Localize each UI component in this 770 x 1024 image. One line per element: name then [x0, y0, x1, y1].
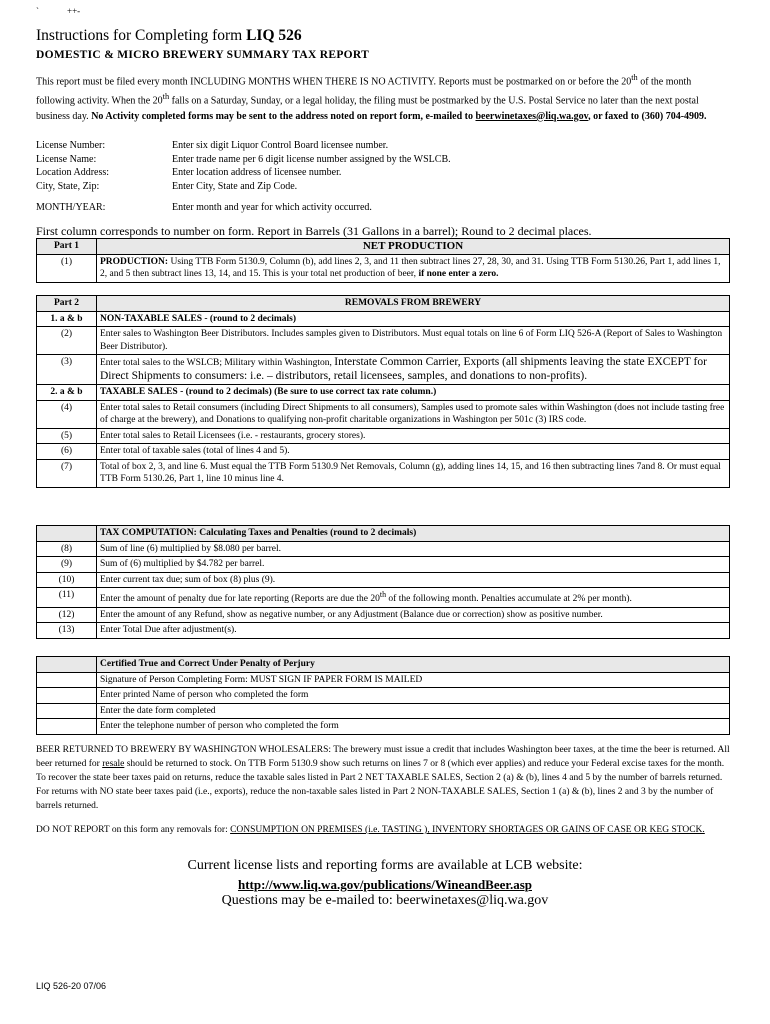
table-row: (4) Enter total sales to Retail consumers (including Direct Shipments to all consumers), Samples used to promote sales within Washington (does not include tasting free of charge at the brewery), and Donations to qualifying non-profit charitable organizations in Washington per 501c (3) IRS code.	[37, 400, 730, 428]
closing-line-1: Current license lists and reporting forms are available at LCB website:	[187, 858, 583, 873]
field-label: City, State, Zip:	[36, 180, 100, 192]
table-row: (11) Enter the amount of penalty due for late reporting (Reports are due the 20th of the following month. Penalties accumulate at 2% per month).	[37, 588, 730, 608]
table-row: (2) Enter sales to Washington Beer Distributors. Includes samples given to Distributors. Must equal totals on line 6 of Form LIQ 526-A (Report of Sales to Washington Beer Distributor).	[37, 327, 730, 355]
table-row: Enter the date form completed	[37, 703, 730, 719]
table-row: (7) Total of box 2, 3, and line 6. Must equal the TTB Form 5130.9 Net Removals, Column (g), adding lines 14, 15, and 16 then subtracting lines 7and 8. Or must equal TTB Form 5130.26, Part 1, line 10 minus line 4.	[37, 459, 730, 487]
tax-heading: TAX COMPUTATION: Calculating Taxes and Penalties (round to 2 decimals)	[97, 526, 730, 542]
top-marks: ` ++-	[36, 6, 81, 16]
part1-label: Part 1	[37, 239, 97, 255]
table-row: (13) Enter Total Due after adjustment(s).	[37, 623, 730, 639]
lcb-website-link[interactable]: http://www.liq.wa.gov/publications/WineandBeer.asp	[237, 877, 532, 892]
table-row: (6) Enter total of taxable sales (total of lines 4 and 5).	[37, 444, 730, 460]
field-value: Enter location address of licensee number.	[172, 167, 342, 178]
table-row: Signature of Person Completing Form: MUST SIGN IF PAPER FORM IS MAILED	[37, 672, 730, 688]
email-link[interactable]: beerwinetaxes@liq.wa.gov	[475, 110, 589, 122]
page-title: Instructions for Completing form LIQ 526	[36, 27, 302, 44]
intro-paragraph: This report must be filed every month INCLUDING MONTHS WHEN THERE IS NO ACTIVITY. Reports must be postmarked on or before the 20th of the month following activity. When the 20th falls on a Saturday, Sunday, or a legal holiday, the filing must be postmarked by the U.S. Postal Service no later than the next postal business day. No Activity completed forms may be sent to the address noted on report form, e-mailed to beerwinetaxes@liq.wa.gov, or faxed to (360) 704-4909.	[36, 73, 707, 122]
certified-heading: Certified True and Correct Under Penalty of Perjury	[97, 657, 730, 673]
field-value: Enter City, State and Zip Code.	[172, 180, 298, 192]
closing-line-3: Questions may be e-mailed to: beerwinetaxes@liq.wa.gov	[221, 893, 549, 908]
table-row: 2. a & b TAXABLE SALES - (round to 2 decimals) (Be sure to use correct tax rate column.)	[37, 385, 730, 401]
part2-table	[36, 295, 730, 488]
table-row: (1) PRODUCTION: Using TTB Form 5130.9, Column (b), add lines 2, 3, and 11 then subtract lines 27, 28, 30, and 31. Using TTB Form 5130.26, Part 1, add lines 1, 2, and 5 then subtract lines 13, 14, and 15. This is your total net production of beer, if none enter a zero.	[37, 254, 730, 282]
page-subtitle: DOMESTIC & MICRO BREWERY SUMMARY TAX REPORT	[36, 49, 370, 61]
form-footer: LIQ 526-20 07/06	[36, 981, 107, 991]
do-not-report-paragraph: DO NOT REPORT on this form any removals for: CONSUMPTION ON PREMISES (i.e. TASTING ), INVENTORY SHORTAGES OR GAINS OF CASE OR KEG STOCK.	[36, 825, 705, 835]
part2-label: Part 2	[37, 296, 97, 312]
field-label: Location Address:	[36, 167, 110, 178]
field-value: Enter six digit Liquor Control Board licensee number.	[172, 140, 389, 151]
table-row: (5) Enter total sales to Retail Licensees (i.e. - restaurants, grocery stores).	[37, 428, 730, 444]
certified-table	[36, 656, 730, 735]
tax-computation-table	[36, 525, 730, 639]
field-label: License Name:	[36, 153, 97, 165]
table-row: (10) Enter current tax due; sum of box (8) plus (9).	[37, 572, 730, 588]
field-value: Enter month and year for which activity occurred.	[172, 202, 372, 213]
table-row: Enter the telephone number of person who completed the form	[37, 719, 730, 735]
field-value: Enter trade name per 6 digit license number assigned by the WSLCB.	[172, 153, 451, 165]
beer-returned-paragraph: BEER RETURNED TO BREWERY BY WASHINGTON WHOLESALERS: The brewery must issue a credit that includes Washington beer taxes, at the time the beer is returned. All beer returned for resale should be returned to stock. On TTB Form 5130.9 show such returns on lines 7 or 8 (which ever applies) and reduce your Federal excise taxes for the month. To recover the state beer taxes paid on returns, reduce the taxable sales listed in Part 2 NET TAXABLE SALES, Section 2 (a) & (b), lines 4 and 5 by the number of barrels returned. For returns with NO state beer taxes paid (i.e., exports), reduce the non-taxable sales listed in Part 2 NON-TAXABLE SALES, Section 1 (a) & (b), lines 2 and 3 by the number of barrels returned.	[36, 745, 730, 811]
table-row: Enter printed Name of person who completed the form	[37, 688, 730, 704]
table-row: (9) Sum of (6) multiplied by $4.782 per barrel.	[37, 557, 730, 573]
table-row: (3) Enter total sales to the WSLCB; Military within Washington, Interstate Common Carrier, Exports (all shipments leaving the state EXCEPT for Direct Shipments to consumers: i.e. – distributors, retail licensees, samples, and donations to non-profits).	[37, 355, 730, 385]
table-row: 1. a & b NON-TAXABLE SALES - (round to 2 decimals)	[37, 311, 730, 327]
part1-table	[36, 238, 730, 283]
first-column-note: First column corresponds to number on form. Report in Barrels (31 Gallons in a barrel); Round to 2 decimal places.	[36, 224, 592, 238]
part1-heading: NET PRODUCTION	[97, 239, 730, 255]
closing-link-line	[0, 877, 770, 893]
table-row: (12) Enter the amount of any Refund, show as negative number, or any Adjustment (Balance due or correction) show as positive number.	[37, 607, 730, 623]
field-label: MONTH/YEAR:	[36, 202, 106, 213]
field-label: License Number:	[36, 140, 106, 151]
table-row: (8) Sum of line (6) multiplied by $8.080 per barrel.	[37, 541, 730, 557]
part2-heading: REMOVALS FROM BREWERY	[97, 296, 730, 312]
